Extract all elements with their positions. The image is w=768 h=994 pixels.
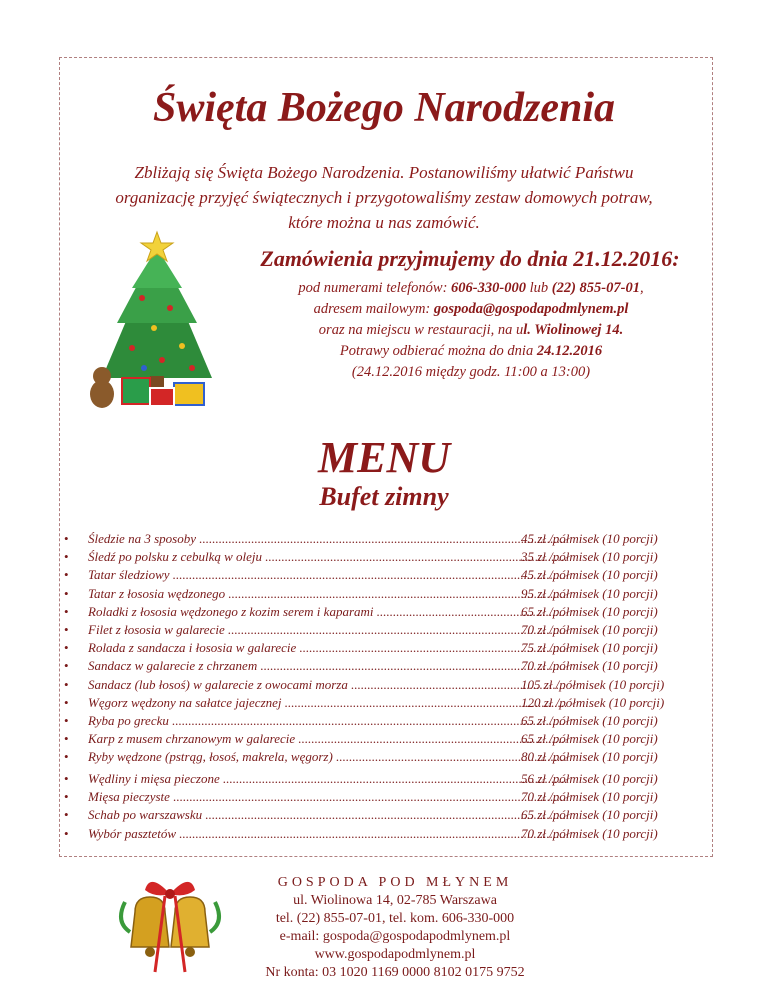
menu-item-price: 105 zł /półmisek (10 porcji) [521, 676, 665, 692]
menu-item [64, 657, 704, 675]
menu-item-price: 95 zł /półmisek (10 porcji) [521, 585, 658, 601]
menu-item-price: 70 zł /półmisek (10 porcji) [521, 789, 658, 805]
menu-item-price: 65 zł /półmisek (10 porcji) [521, 603, 658, 619]
menu-item [64, 712, 704, 730]
footer-address: ul. Wiolinowa 14, 02-785 Warszawa [293, 893, 497, 908]
menu-item-price: 65 zł /półmisek (10 porcji) [521, 712, 658, 728]
bullet-icon: • [64, 549, 69, 565]
footer-email[interactable]: e-mail: gospoda@gospodapodmlynem.pl [279, 929, 511, 944]
bullet-icon: • [64, 658, 69, 674]
bullet-icon: • [64, 825, 69, 841]
bullet-icon: • [64, 603, 69, 619]
pickup-hours: (24.12.2016 między godz. 11:00 a 13:00) [351, 364, 591, 380]
phone-mid: lub [525, 280, 552, 296]
bullet-icon: • [64, 567, 69, 583]
footer-account: Nr konta: 03 1020 1169 0000 8102 0175 9752 [265, 965, 525, 980]
email-line [236, 299, 706, 320]
menu-item-name: Karp z musem chrzanowym w galarecie ..... [88, 730, 566, 748]
menu-item-price: 70 zł /półmisek (10 porcji) [521, 658, 658, 674]
menu-item-price: 65 zł /półmisek (10 porcji) [521, 807, 658, 823]
email-link[interactable]: gospoda@gospodapodmlynem.pl [433, 301, 629, 317]
bullet-icon: • [64, 621, 69, 637]
menu-item-name: Wędliny i mięsa pieczone ..... [88, 770, 566, 788]
menu-item [64, 566, 704, 584]
menu-item-name: Sandacz (lub łosoś) w galarecie z owocami morza ..... [88, 676, 566, 694]
menu-item-price: 35 zł /półmisek (10 porcji) [521, 549, 658, 565]
menu-item [64, 603, 704, 621]
bullet-icon: • [64, 712, 69, 728]
menu-item-name: Schab po warszawsku ..... [88, 806, 566, 824]
menu-item-price: 120 zł /półmisek (10 porcji) [521, 694, 665, 710]
menu-list-meat [64, 770, 704, 843]
menu-item-name: Ryba po grecku ..... [88, 712, 566, 730]
menu-item [64, 530, 704, 548]
pickup-prefix: Potrawy odbierać można do dnia [339, 343, 537, 359]
menu-item-name: Roladki z łososia wędzonego z kozim serem i kaparami ..... [88, 603, 566, 621]
menu-item-price: 70 zł /półmisek (10 porcji) [521, 621, 658, 637]
christmas-tree-image [82, 228, 232, 418]
phone-line [236, 278, 706, 299]
menu-item [64, 788, 704, 806]
bullet-icon: • [64, 731, 69, 747]
bullet-icon: • [64, 771, 69, 786]
bullet-icon: • [64, 676, 69, 692]
intro-text: Zbliżają się Święta Bożego Narodzenia. Postanowiliśmy ułatwić Państwu organizację przyjęć świątecznych i przygotowaliśmy zestaw domowych potraw, które można u nas zamówić. [115, 163, 653, 232]
bullet-icon: • [64, 749, 69, 765]
menu-item-price: 70 zł /półmisek (10 porcji) [521, 825, 658, 841]
menu-item-price: 56 zł /półmisek (10 porcji) [521, 771, 658, 786]
bullet-icon: • [64, 585, 69, 601]
orders-contact [236, 278, 706, 383]
place-line [236, 320, 706, 341]
menu-item-price: 65 zł /półmisek (10 porcji) [521, 731, 658, 747]
restaurant-name: GOSPODA POD MŁYNEM [277, 875, 513, 890]
menu-item [64, 730, 704, 748]
bullet-icon: • [64, 694, 69, 710]
bullet-icon: • [64, 789, 69, 805]
menu-item-name: Węgorz wędzony na sałatce jajecznej ..... [88, 694, 566, 712]
menu-item-name: Śledzie na 3 sposoby ..... [88, 530, 566, 548]
menu-item-price: 75 zł /półmisek (10 porcji) [521, 640, 658, 656]
footer [200, 874, 590, 982]
footer-phones: tel. (22) 855-07-01, tel. kom. 606-330-000 [275, 911, 515, 926]
menu-item [64, 806, 704, 824]
menu-item [64, 639, 704, 657]
place-prefix: oraz na miejscu w restauracji, na u [318, 322, 524, 338]
menu-item [64, 748, 704, 766]
menu-list-fish [64, 530, 704, 766]
menu-item-price: 45 zł /półmisek (10 porcji) [521, 567, 658, 583]
menu-item [64, 585, 704, 603]
footer-website[interactable]: www.gospodapodmlynem.pl [314, 947, 476, 962]
bullet-icon: • [64, 640, 69, 656]
phone-suffix: , [639, 280, 644, 296]
bullet-icon: • [64, 531, 69, 546]
place-address: l. Wiolinowej 14. [523, 322, 624, 338]
menu-item [64, 676, 704, 694]
pickup-line [236, 341, 706, 362]
menu-item-name: Tatar z łososia wędzonego ..... [88, 585, 566, 603]
bullet-icon: • [64, 807, 69, 823]
menu-item-name: Sandacz w galarecie z chrzanem ..... [88, 657, 566, 675]
menu-item-name: Wybór pasztetów ..... [88, 825, 566, 843]
phone-2: (22) 855-07-01 [551, 280, 640, 296]
menu-item-name: Filet z łososia w galarecie ..... [88, 621, 566, 639]
menu-item [64, 694, 704, 712]
menu-item-name: Rolada z sandacza i łososia w galarecie ..... [88, 639, 566, 657]
pickup-date: 24.12.2016 [536, 343, 603, 359]
page-title: Święta Bożego Narodzenia [152, 85, 616, 131]
menu-item-price: 80 zł /półmisek (10 porcji) [521, 749, 658, 765]
menu-item-name: Mięsa pieczyste ..... [88, 788, 566, 806]
orders-heading: Zamówienia przyjmujemy do dnia 21.12.2016: [260, 246, 680, 271]
menu-item [64, 621, 704, 639]
menu-title: MENU [317, 433, 451, 482]
email-prefix: adresem mailowym: [313, 301, 434, 317]
menu-subtitle: Bufet zimny [319, 482, 449, 511]
menu-item [64, 770, 704, 788]
phone-1: 606-330-000 [451, 280, 526, 296]
menu-item-price: 45 zł /półmisek (10 porcji) [521, 531, 658, 546]
phone-prefix: pod numerami telefonów: [298, 280, 452, 296]
menu-item-name: Ryby wędzone (pstrąg, łosoś, makrela, węgorz) ..... [88, 748, 566, 766]
menu-item [64, 548, 704, 566]
menu-item [64, 825, 704, 843]
menu-item-name: Tatar śledziowy ..... [88, 566, 566, 584]
menu-item-name: Śledź po polsku z cebulką w oleju ..... [88, 548, 566, 566]
